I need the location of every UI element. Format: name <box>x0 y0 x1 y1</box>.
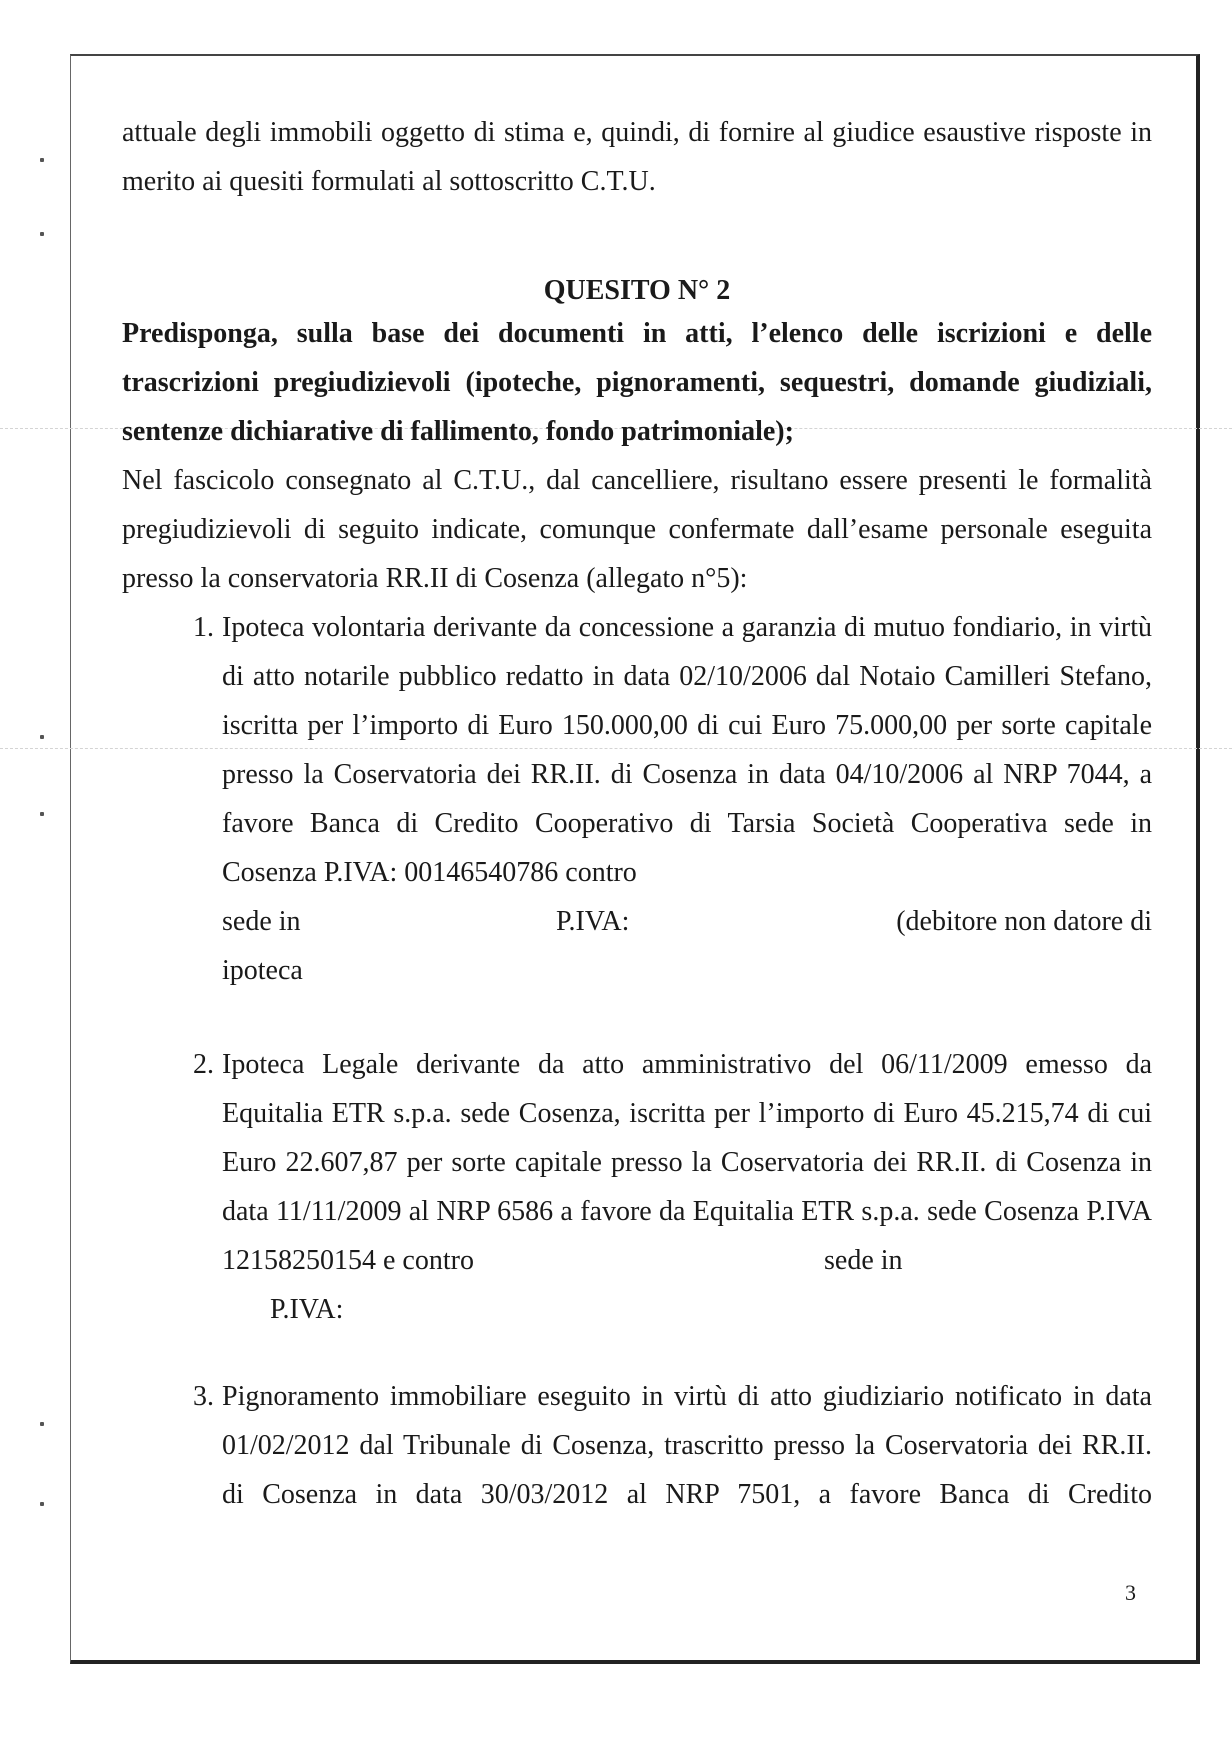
list-item-tail: ipoteca <box>222 955 303 986</box>
list-item-number: 2. <box>193 1049 214 1080</box>
blank-label: sede in <box>824 1245 903 1276</box>
redacted-line <box>222 897 1152 946</box>
intro-paragraph: attuale degli immobili oggetto di stima e, quindi, di fornire al giudice esaustive risposte in merito ai quesiti formulati al sottoscritto C.T.U. <box>122 117 1152 197</box>
document-content <box>122 108 1152 1519</box>
list-item-text: Pignoramento immobiliare eseguito in virtù di atto giudiziario notificato in data 01/02/2012 dal Tribunale di Cosenza, trascritto presso la Coservatoria dei RR.II. di Cosenza in data 30/03/2012 al NRP 7501, a favore Banca di Credito <box>222 1381 1152 1510</box>
list-item-tail: P.IVA: <box>270 1294 344 1325</box>
list-item <box>122 603 1152 995</box>
blank-label: sede in <box>222 906 301 937</box>
formalities-list <box>122 603 1152 1519</box>
question-text: Predisponga, sulla base dei documenti in atti, l’elenco delle iscrizioni e delle trascrizioni pregiudizievoli (ipoteche, pignoramenti, sequestri, domande giudiziali, sentenze dichiarative di fallimento, fondo patrimoniale); <box>122 318 1152 447</box>
body-paragraph: Nel fascicolo consegnato al C.T.U., dal cancelliere, risultano essere presenti le formalità pregiudizievoli di seguito indicate, comunque confermate dall’esame personale eseguita presso la conservatoria RR.II di Cosenza (allegato n°5): <box>122 465 1152 594</box>
scan-speck <box>40 232 44 236</box>
list-item-number: 3. <box>193 1381 214 1412</box>
list-item-number: 1. <box>193 612 214 643</box>
list-item-text: Ipoteca volontaria derivante da concessione a garanzia di mutuo fondiario, in virtù di atto notarile pubblico redatto in data 02/10/2006 dal Notaio Camilleri Stefano, iscritta per l’importo di Euro 150.000,00 di cui Euro 75.000,00 per sorte capitale presso la Coservatoria dei RR.II. di Cosenza in data 04/10/2006 al NRP 7044, a favore Banca di Credito Cooperativo di Tarsia Società Cooperativa sede in Cosenza P.IVA: 00146540786 contro <box>222 612 1152 888</box>
scan-speck <box>40 735 44 739</box>
scan-speck <box>40 1502 44 1506</box>
scan-speck <box>40 812 44 816</box>
list-item <box>122 1040 1152 1334</box>
scan-speck <box>40 158 44 162</box>
blank-label: P.IVA: <box>556 906 630 937</box>
section-heading: QUESITO N° 2 <box>543 275 731 306</box>
page-number: 3 <box>1125 1580 1136 1605</box>
blank-label: (debitore non datore di <box>896 906 1152 937</box>
list-item-text: Ipoteca Legale derivante da atto amministrativo del 06/11/2009 emesso da Equitalia ETR s.p.a. sede Cosenza, iscritta per l’importo di Euro 45.215,74 di cui Euro 22.607,87 per sorte capitale presso la Coservatoria dei RR.II. di Cosenza in data 11/11/2009 al NRP 6586 a favore da Equitalia ETR s.p.a. sede Cosenza P.IVA 12158250154 e contro <box>222 1049 1152 1276</box>
list-item <box>122 1372 1152 1519</box>
scan-speck <box>40 1422 44 1426</box>
